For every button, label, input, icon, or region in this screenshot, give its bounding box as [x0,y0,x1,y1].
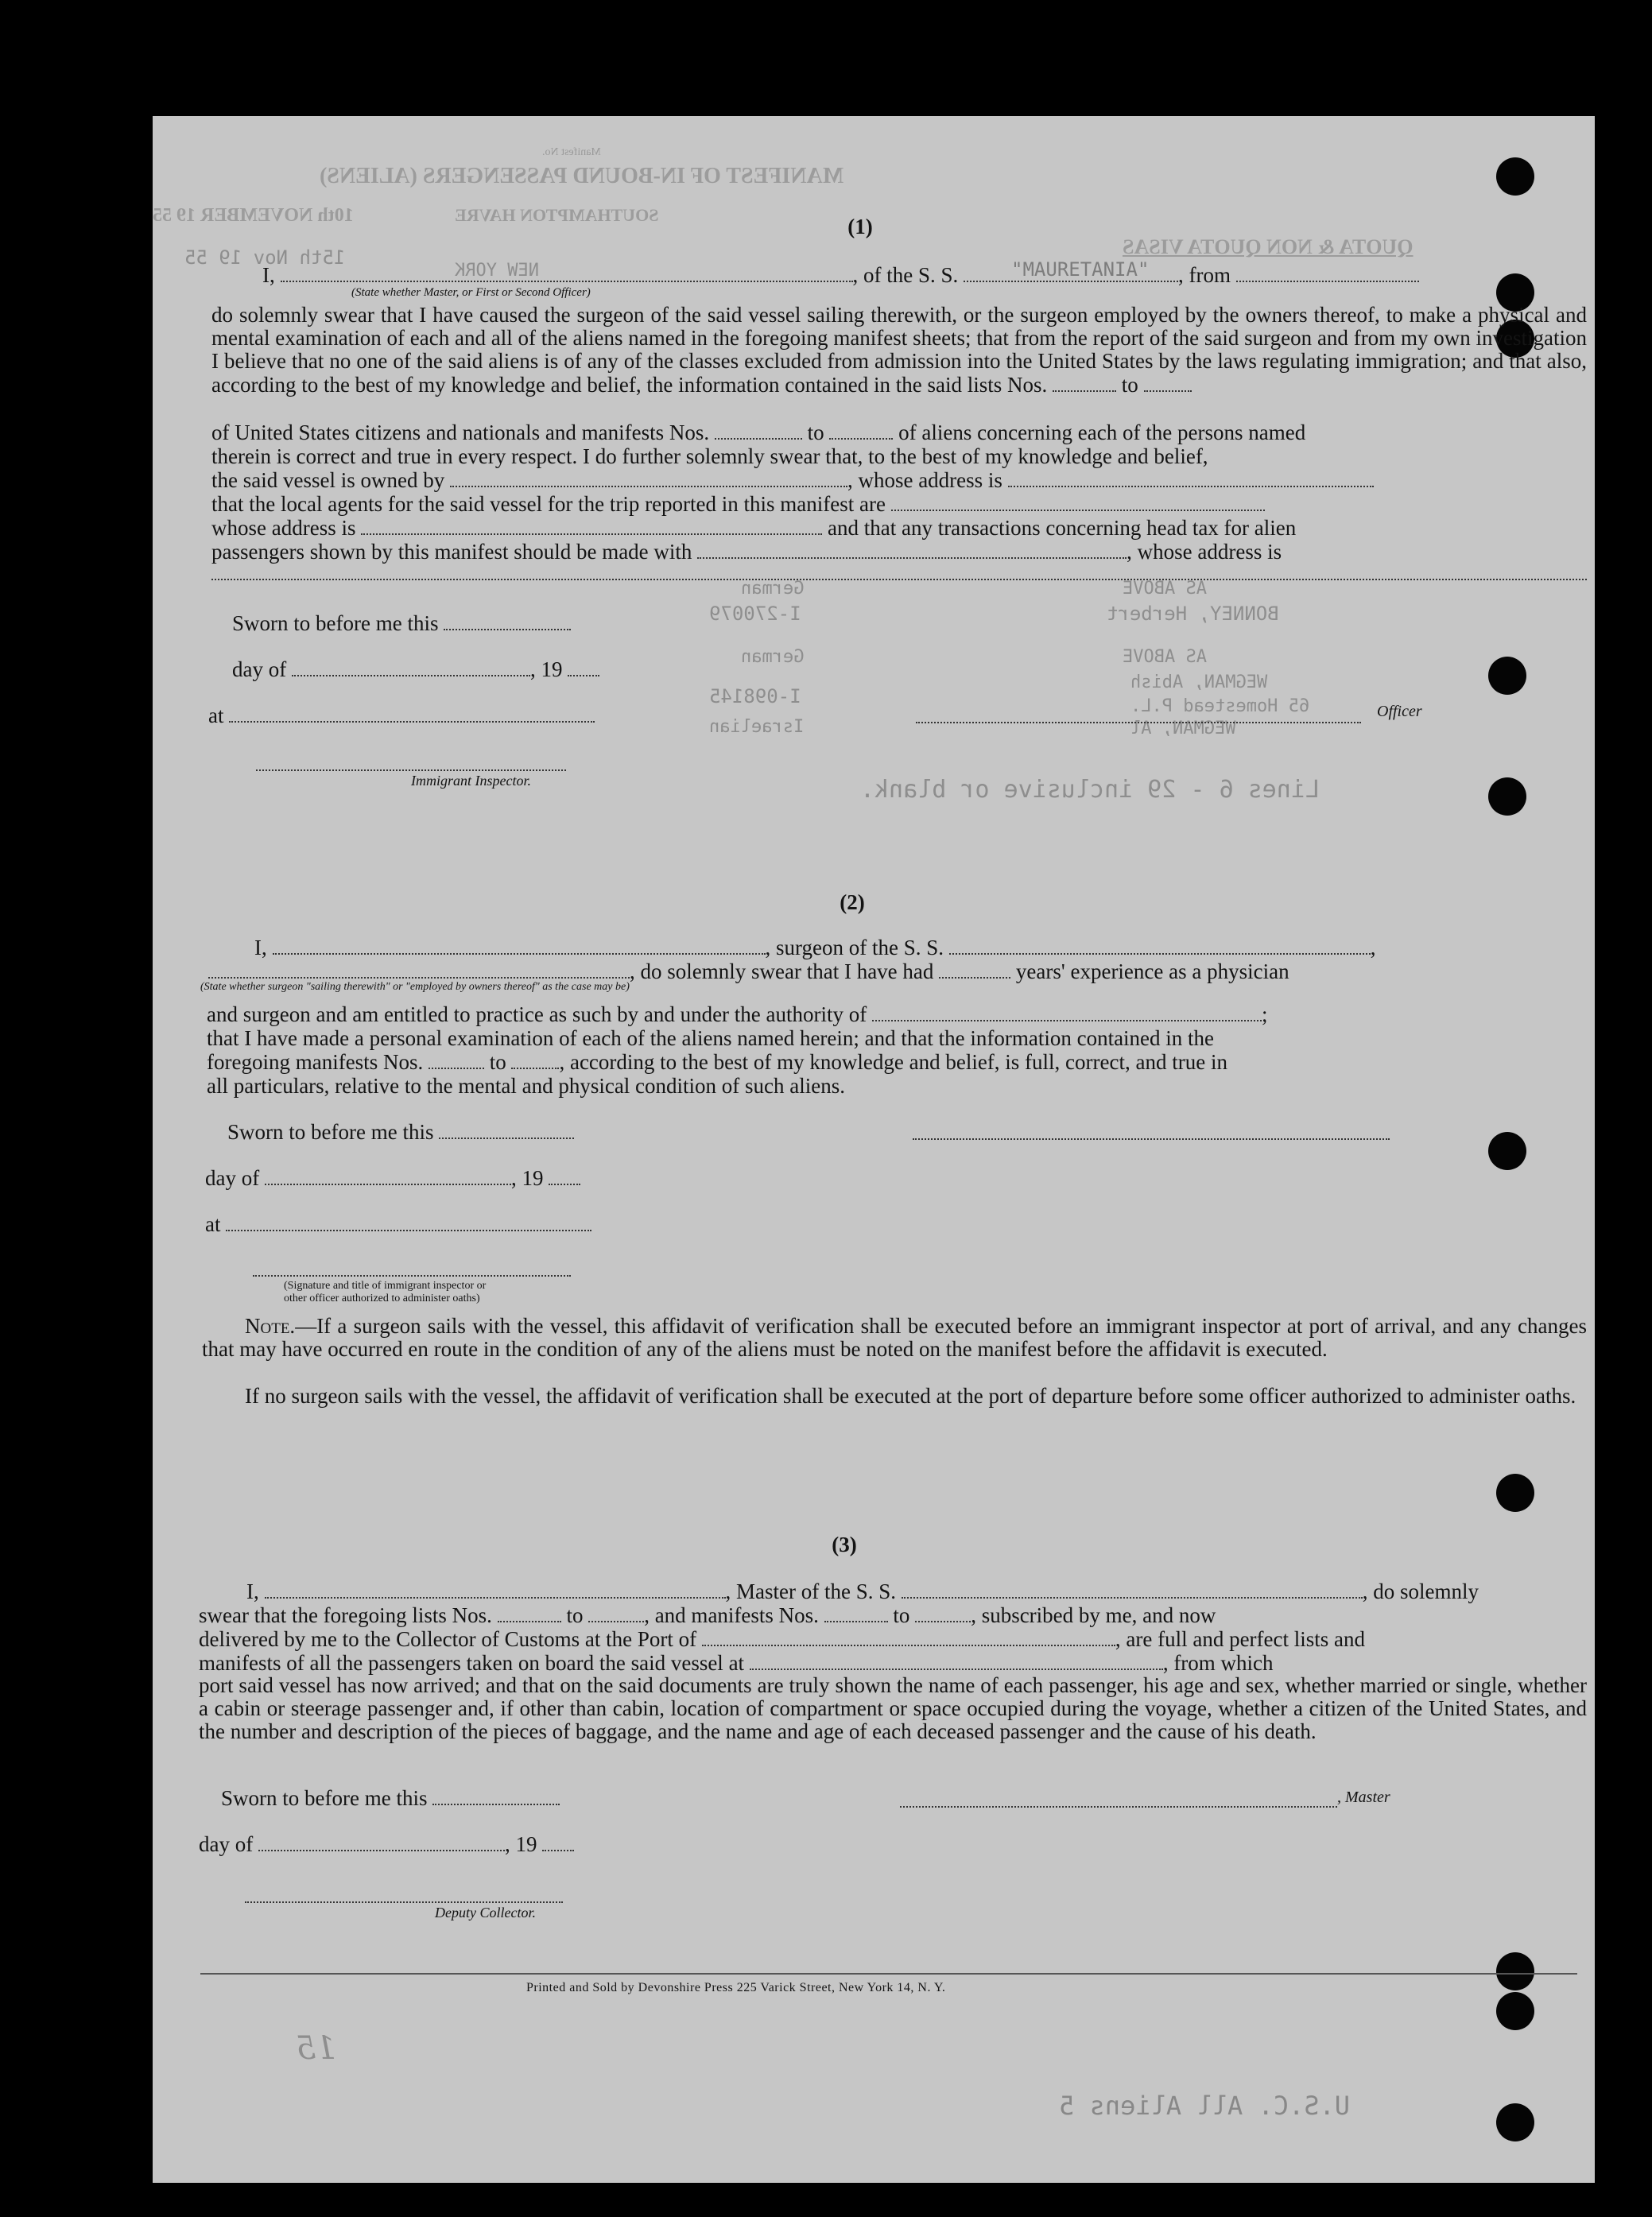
s2-years-experience: years' experience as a physician [1015,959,1289,983]
s3-to-2: to [893,1603,910,1627]
binder-hole [1496,1474,1534,1512]
binder-hole [1488,777,1526,816]
s1-of-ss: , of the S. S. [852,263,959,287]
s3-solemnly: , do solemnly [1362,1579,1479,1603]
s3-lists-from-field[interactable] [498,1603,561,1622]
s2-inspector-signature-field[interactable] [253,1273,571,1277]
s1-sworn-line [232,610,571,636]
s2-line4: that I have made a personal examination of each of the aliens named herein; and that the information contained in the [207,1026,1215,1050]
s1-citizens-end: of aliens concerning each of the persons named [898,421,1306,444]
s2-manifests: foregoing manifests Nos. [207,1050,424,1074]
form-page [153,116,1595,2183]
s2-year-field[interactable] [549,1166,580,1185]
s2-sig-caption-1: (Signature and title of immigrant inspector or [284,1280,487,1292]
s1-agents-line [211,491,1265,517]
s2-ship-field[interactable] [949,936,1371,955]
s1-from: , from [1178,263,1231,287]
s3-master-name-field[interactable] [265,1579,726,1599]
section-2-number: (2) [840,890,865,914]
s1-officer-label: Officer [1377,703,1422,720]
s2-years-field[interactable] [939,959,1010,979]
bleed-heading: MANIFEST OF IN-BOUND PASSENGERS (ALIENS) [320,164,844,188]
s3-master-signature-field[interactable] [900,1804,1337,1808]
s1-ship-field[interactable] [964,258,1178,282]
s2-sworn: Sworn to before me this [227,1120,434,1144]
s3-year: , 19 [504,1832,537,1856]
bleed-manifest-no: Manifest No. [542,146,601,158]
s3-lists-to-field[interactable] [588,1603,644,1622]
s3-line4 [199,1650,1274,1676]
s2-day-line [205,1165,580,1191]
bleed-arrival-date: 15th Nov 19 55 [184,246,346,269]
s2-day-field[interactable] [265,1166,511,1185]
s2-note-2 [202,1385,1587,1408]
bleed-row2-city: AS ABOVE [1123,647,1207,667]
s1-passengers-text: passengers shown by this manifest should be made with [211,540,692,564]
s1-sworn-date-field[interactable] [444,611,571,630]
s2-manifest-from-field[interactable] [429,1050,484,1069]
s2-sworn-date-field[interactable] [439,1120,574,1139]
bleed-row1-nat: German [741,579,805,599]
s3-to-1: to [566,1603,584,1627]
s1-to: to [1121,373,1138,397]
s3-port-field[interactable] [702,1627,1115,1646]
bleed-row2-no: I-098145 [709,685,801,707]
s2-surgeon-name-field[interactable] [273,936,766,955]
s3-sworn-date-field[interactable] [432,1786,560,1805]
s1-body-text: do solemnly swear that I have caused the surgeon of the said vessel sailing therewith, or the surgeon employed by the owners thereof, to make a physical and mental examination of each and all of the aliens named in the foregoing manifest sheets; that from the report of the said surgeon and from my own investigation I believe that no one of the said aliens is of any of the classes excluded from admission into the United States by the laws regulating immigration; and that also, according to the best of my knowledge and belief, the information contained in the said lists Nos. [211,303,1587,397]
s3-swear: swear that the foregoing lists Nos. [199,1603,492,1627]
s2-at: at [205,1212,221,1236]
bleed-row1-no: I-270079 [709,603,801,625]
bleed-row2-name: WEGMAN, Abish [1130,672,1268,692]
s3-year-field[interactable] [542,1832,574,1851]
s1-inspector-label: Immigrant Inspector. [411,773,531,789]
s1-owned-by: the said vessel is owned by [211,468,445,492]
section-1-number: (1) [847,215,873,238]
s1-citizens-to: to [807,421,824,444]
bleed-footer-stamp: U.S.C. All Aliens 5 [1059,2091,1351,2121]
s1-correct-line: therein is correct and true in every respect. I do further solemnly swear that, to the best of my knowledge and belief, [211,444,1208,468]
s3-day-field[interactable] [258,1832,505,1851]
s3-master-of: , Master of the S. S. [725,1579,896,1603]
s3-subscribed: , subscribed by me, and now [971,1603,1216,1627]
s3-deputy-signature-field[interactable] [245,1900,563,1903]
binder-hole [1488,1132,1526,1170]
section-3-number: (3) [832,1533,857,1556]
s2-surgeon-signature-field[interactable] [913,1137,1390,1140]
s1-lists-from-field[interactable] [1053,373,1116,392]
s2-line6: all particulars, relative to the mental and physical condition of such aliens. [207,1074,845,1098]
s3-sworn-line [221,1785,560,1811]
s3-manifests: , and manifests Nos. [644,1603,819,1627]
binder-hole [1496,157,1534,196]
s1-owner-field[interactable] [450,468,847,487]
s1-officer-signature-field[interactable] [916,720,1361,723]
s3-day-line [199,1831,574,1857]
s1-citizens-line [211,420,1305,445]
s2-authority: and surgeon and am entitled to practice as such by and under the authority of [207,1002,867,1026]
s3-prefix: I, [246,1579,259,1603]
s3-deputy-label: Deputy Collector. [435,1905,536,1920]
s1-local-agents: that the local agents for the said vessel for the trip reported in this manifest are [211,492,886,516]
s1-whose-address: , whose address is [847,468,1002,492]
s2-day-of: day of [205,1166,260,1190]
s1-year-field[interactable] [568,657,599,676]
s3-sworn: Sworn to before me this [221,1786,428,1810]
s3-body: port said vessel has now arrived; and that on the said documents are truly shown the name of each passenger, his age and sex, whether married or single, whether a cabin or steerage passenger and, if other than cabin, location of compartment or space occupied during the voyage, whether a citizen of the United States, and the number and description of the pieces of baggage, and the name and age of each deceased passenger and the cause of his death. [199,1673,1587,1743]
s2-swear: , do solemnly swear that I have had [630,959,934,983]
s1-manifest-to-field[interactable] [829,421,893,440]
bleed-handwritten-number: 15 [296,2030,336,2067]
s3-departure-port-field[interactable] [750,1651,1163,1670]
s2-sig-caption-2: other officer authorized to administer oaths) [284,1293,480,1304]
s1-ship-name: "MAURETANIA" [1011,258,1150,281]
bleed-lines-note: Lines 6 - 29 inclusive or blank. [860,776,1320,804]
s3-master-label: , Master [1337,1789,1390,1806]
s1-head-tax: and that any transactions concerning head tax for alien [827,516,1297,540]
s3-full-perfect: , are full and perfect lists and [1115,1627,1366,1651]
s3-manifests-from-field[interactable] [824,1603,888,1622]
s2-line3: and surgeon and am entitled to practice as such by and under the authority of ; [207,1002,1268,1026]
s1-lists-to-field[interactable] [1144,373,1192,392]
s2-manifest-to-field[interactable] [511,1050,559,1069]
s1-officer-caption: (State whether Master, or First or Second Officer) [351,286,591,299]
s1-agent-address-line [211,515,1296,541]
s2-authority-field[interactable] [872,1002,1262,1021]
bleed-row1-addr: AS ABOVE [1123,579,1207,599]
bleed-date: 10th NOVEMBER 19 55 [153,205,354,226]
s1-owner-line [211,467,1374,493]
printer-imprint: Printed and Sold by Devonshire Press 225 Varick Street, New York 14, N. Y. [526,1981,946,1994]
s1-whose-address-3: , whose address is [1127,540,1282,564]
s1-agents-field[interactable] [891,492,1265,511]
s3-line2 [199,1603,1216,1628]
s1-at-line [208,703,595,728]
bleed-row3-nat: Israelian [709,717,805,737]
bleed-quota-stamp: QUOTA & NON QUOTA VISAS [1123,235,1414,258]
s1-at: at [208,703,224,727]
s3-line3 [199,1626,1365,1652]
s2-note-text-2: If no surgeon sails with the vessel, the affidavit of verification shall be executed at the port of departure before some officer authorized to administer oaths. [245,1384,1576,1408]
s2-note-text: —If a surgeon sails with the vessel, this affidavit of verification shall be executed before an immigrant inspector at port of arrival, and any changes that may have occurred en route in the condition of any of the aliens must be noted on the manifest before the affidavit is executed. [202,1314,1587,1361]
s2-to: to [489,1050,506,1074]
s1-whose-address-2: whose address is [211,516,356,540]
binder-hole [1496,1952,1534,1990]
s3-ship-field[interactable] [902,1579,1363,1599]
s1-officer-name-field[interactable] [281,263,853,282]
s2-note [202,1315,1587,1361]
s3-manifests-to-field[interactable] [915,1603,971,1622]
bleed-row3-name: WEGMAN, Al [1130,719,1236,738]
s1-head-tax-address-field[interactable] [211,577,1587,580]
bleed-row2-nat: German [741,647,805,667]
s1-passengers-line [211,539,1282,564]
binder-hole [1496,2103,1534,2141]
s1-manifest-from-field[interactable] [715,421,802,440]
s2-at-field[interactable] [226,1212,591,1231]
s2-caption: (State whether surgeon "sailing therewith" or "employed by owners thereof" as the case may be) [200,981,630,993]
s2-line1: I, , surgeon of the S. S. , [254,936,1376,959]
s1-day-line [232,657,599,682]
binder-hole [1488,657,1526,695]
s1-prefix: I, [262,263,275,287]
bleed-row2-addr: 65 Homestead P.L. [1130,696,1310,716]
s2-surgeon-type-field[interactable] [208,959,630,979]
bleed-row1-name: BONNEY, Herbert [1107,603,1279,625]
s1-inspector-signature-field[interactable] [256,768,566,771]
s1-day-field[interactable] [292,657,530,676]
s3-day-of: day of [199,1832,254,1856]
s2-sworn-line [227,1119,574,1145]
s1-head-tax-agent-field[interactable] [697,540,1127,559]
s1-sworn: Sworn to before me this [232,611,439,635]
s2-prefix: I, [254,936,267,959]
s1-from-field[interactable] [1236,263,1419,282]
s1-at-field[interactable] [229,703,595,723]
binder-hole [1496,1992,1534,2030]
s1-citizens-text: of United States citizens and nationals and manifests Nos. [211,421,710,444]
s3-delivered: delivered by me to the Collector of Customs at the Port of [199,1627,697,1651]
s3-taken-on-board: manifests of all the passengers taken on board the said vessel at [199,1651,745,1675]
s1-year: , 19 [529,657,563,681]
s1-line1 [262,258,1419,288]
bleed-ports: SOUTHAMPTON HAVRE [455,205,659,225]
s1-body [211,304,1587,397]
s3-line1 [246,1579,1479,1604]
s1-owner-address-field[interactable] [1008,468,1374,487]
s1-day-of: day of [232,657,287,681]
s2-line5 [207,1049,1227,1075]
s2-note-label: Note. [245,1314,296,1338]
s2-at-line [205,1211,591,1237]
bleed-city: NEW YORK [455,261,539,281]
s2-year: , 19 [510,1166,544,1190]
imprint-rule [200,1973,1577,1975]
s3-from-which: , from which [1162,1651,1274,1675]
s2-according: , according to the best of my knowledge and belief, is full, correct, and true in [559,1050,1227,1074]
s2-surgeon-of: , surgeon of the S. S. [765,936,944,959]
s1-agent-address-field[interactable] [361,516,822,535]
